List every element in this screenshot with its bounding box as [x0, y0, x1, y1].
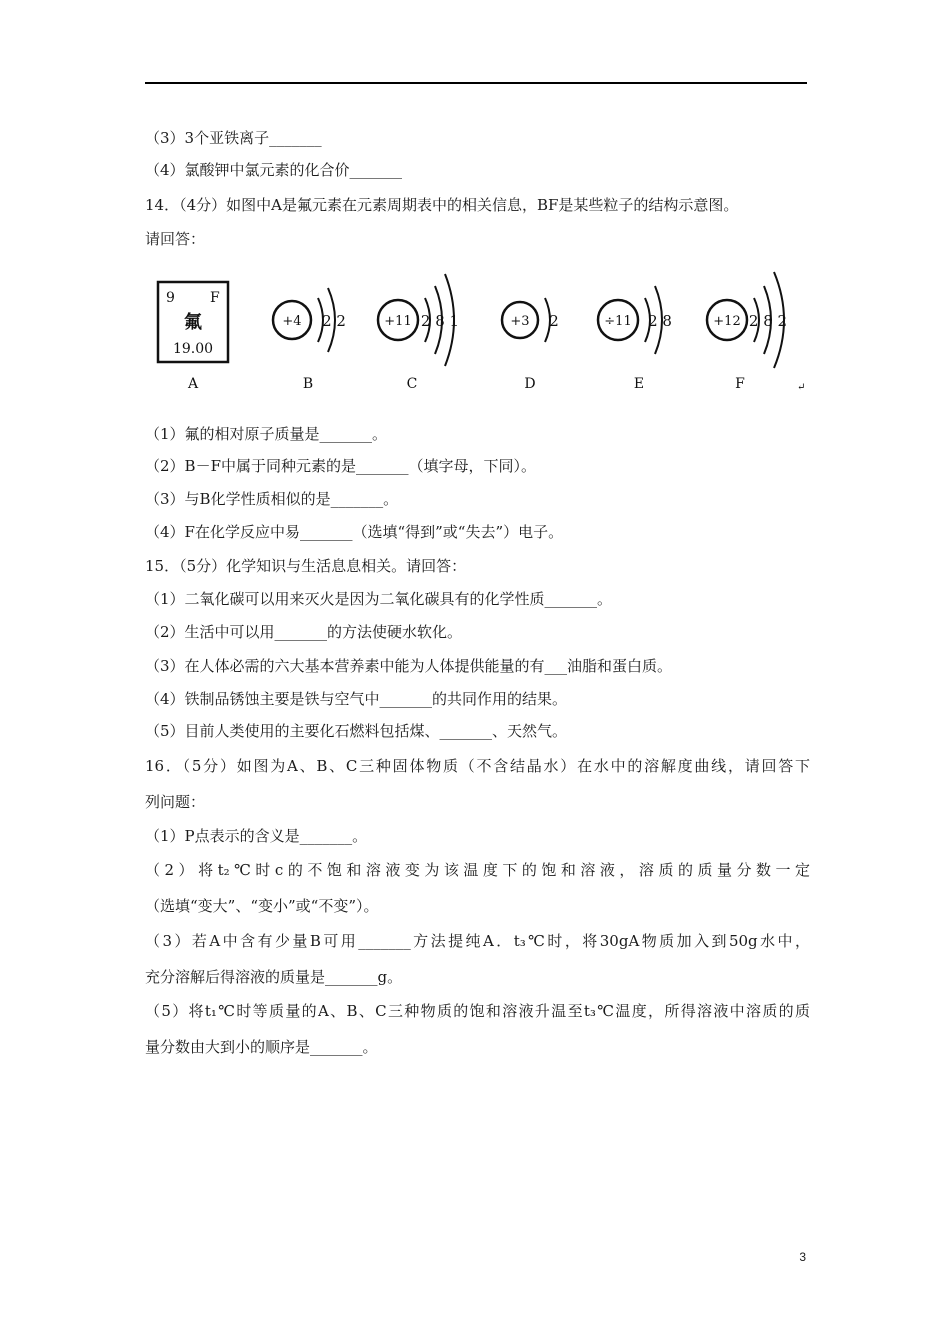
- q14-stem: 14．（4分）如图中A是氟元素在元素周期表中的相关信息，BF是某些粒子的结构示意图。: [145, 196, 739, 214]
- shell-electrons: 2 8 1: [420, 312, 460, 330]
- atomic-number: 9: [166, 290, 175, 306]
- label-d: D: [524, 376, 536, 392]
- element-symbol: F: [210, 290, 220, 306]
- atom-e: [598, 286, 672, 354]
- q13-3: （3）3个亚铁离子_______: [145, 129, 322, 147]
- header-rule: [145, 82, 807, 84]
- q15-stem: 15．（5分）化学知识与生活息息相关。请回答：: [145, 557, 467, 575]
- q14-1: （1）氟的相对原子质量是_______。: [145, 425, 388, 443]
- q16-3: （3）若A中含有少量B可用_______方法提纯A．t₃℃时，将30gA物质加入到50g水中，: [145, 932, 810, 950]
- q14-prompt: 请回答：: [145, 230, 206, 248]
- page-number: 3: [799, 1250, 806, 1264]
- atom-b: [273, 288, 346, 352]
- q14-3: （3）与B化学性质相似的是_______。: [145, 490, 399, 508]
- q16-2: （2）将t₂℃时c的不饱和溶液变为该温度下的饱和溶液，溶质的质量分数一定: [145, 861, 810, 879]
- q15-4: （4）铁制品锈蚀主要是铁与空气中_______的共同作用的结果。: [145, 690, 568, 708]
- q16-3-cont: 充分溶解后得溶液的质量是_______g。: [145, 968, 403, 986]
- atom-c: [378, 274, 459, 366]
- q15-2: （2）生活中可以用_______的方法使硬水软化。: [145, 623, 463, 641]
- atomic-structure-figure: [150, 262, 810, 397]
- nucleus-charge: +12: [713, 314, 741, 329]
- q14-4: （4）F在化学反应中易_______（选填“得到”或“失去”）电子。: [145, 523, 564, 541]
- shell-electrons: 2 2: [322, 312, 346, 330]
- q14-2: （2）B－F中属于同种元素的是_______（填字母，下同）。: [145, 457, 536, 475]
- label-b: B: [302, 376, 314, 392]
- shell-electrons: 2 8 2: [748, 312, 788, 330]
- q16-stem-cont: 列问题：: [145, 793, 206, 811]
- q16-stem: 16．（5分）如图为A、B、C三种固体物质（不含结晶水）在水中的溶解度曲线，请回答下: [145, 757, 810, 775]
- atomic-mass: 19.00: [172, 341, 214, 357]
- atom-f: [707, 272, 787, 368]
- shell-electrons: 2: [549, 312, 559, 330]
- q16-5: （5）将t₁℃时等质量的A、B、C三种物质的饱和溶液升温至t₃℃温度，所得溶液中溶质的质: [145, 1002, 810, 1020]
- nucleus-charge: +3: [510, 314, 530, 329]
- label-c: C: [406, 376, 418, 392]
- label-f: F: [735, 376, 745, 392]
- nucleus-charge: +4: [282, 314, 302, 329]
- q15-3: （3）在人体必需的六大基本营养素中能为人体提供能量的有___油脂和蛋白质。: [145, 657, 673, 675]
- nucleus-charge: ÷11: [604, 314, 632, 329]
- q16-2-cont: （选填“变大”、“变小”或“不变”）。: [145, 897, 379, 915]
- element-name: 氟: [184, 312, 202, 333]
- q15-5: （5）目前人类使用的主要化石燃料包括煤、_______、天然气。: [145, 722, 568, 740]
- q13-4: （4）氯酸钾中氯元素的化合价_______: [145, 161, 403, 179]
- q16-1: （1）P点表示的含义是_______。: [145, 827, 368, 845]
- q15-1: （1）二氧化碳可以用来灭火是因为二氧化碳具有的化学性质_______。: [145, 590, 613, 608]
- atom-d: [502, 298, 559, 342]
- return-mark: ↵: [797, 382, 806, 393]
- label-a: A: [187, 376, 199, 392]
- q16-5-cont: 量分数由大到小的顺序是_______。: [145, 1038, 378, 1056]
- nucleus-charge: +11: [384, 314, 412, 329]
- shell-electrons: 2 8: [648, 312, 672, 330]
- fluorine-element-box: [158, 282, 228, 362]
- label-e: E: [633, 376, 645, 392]
